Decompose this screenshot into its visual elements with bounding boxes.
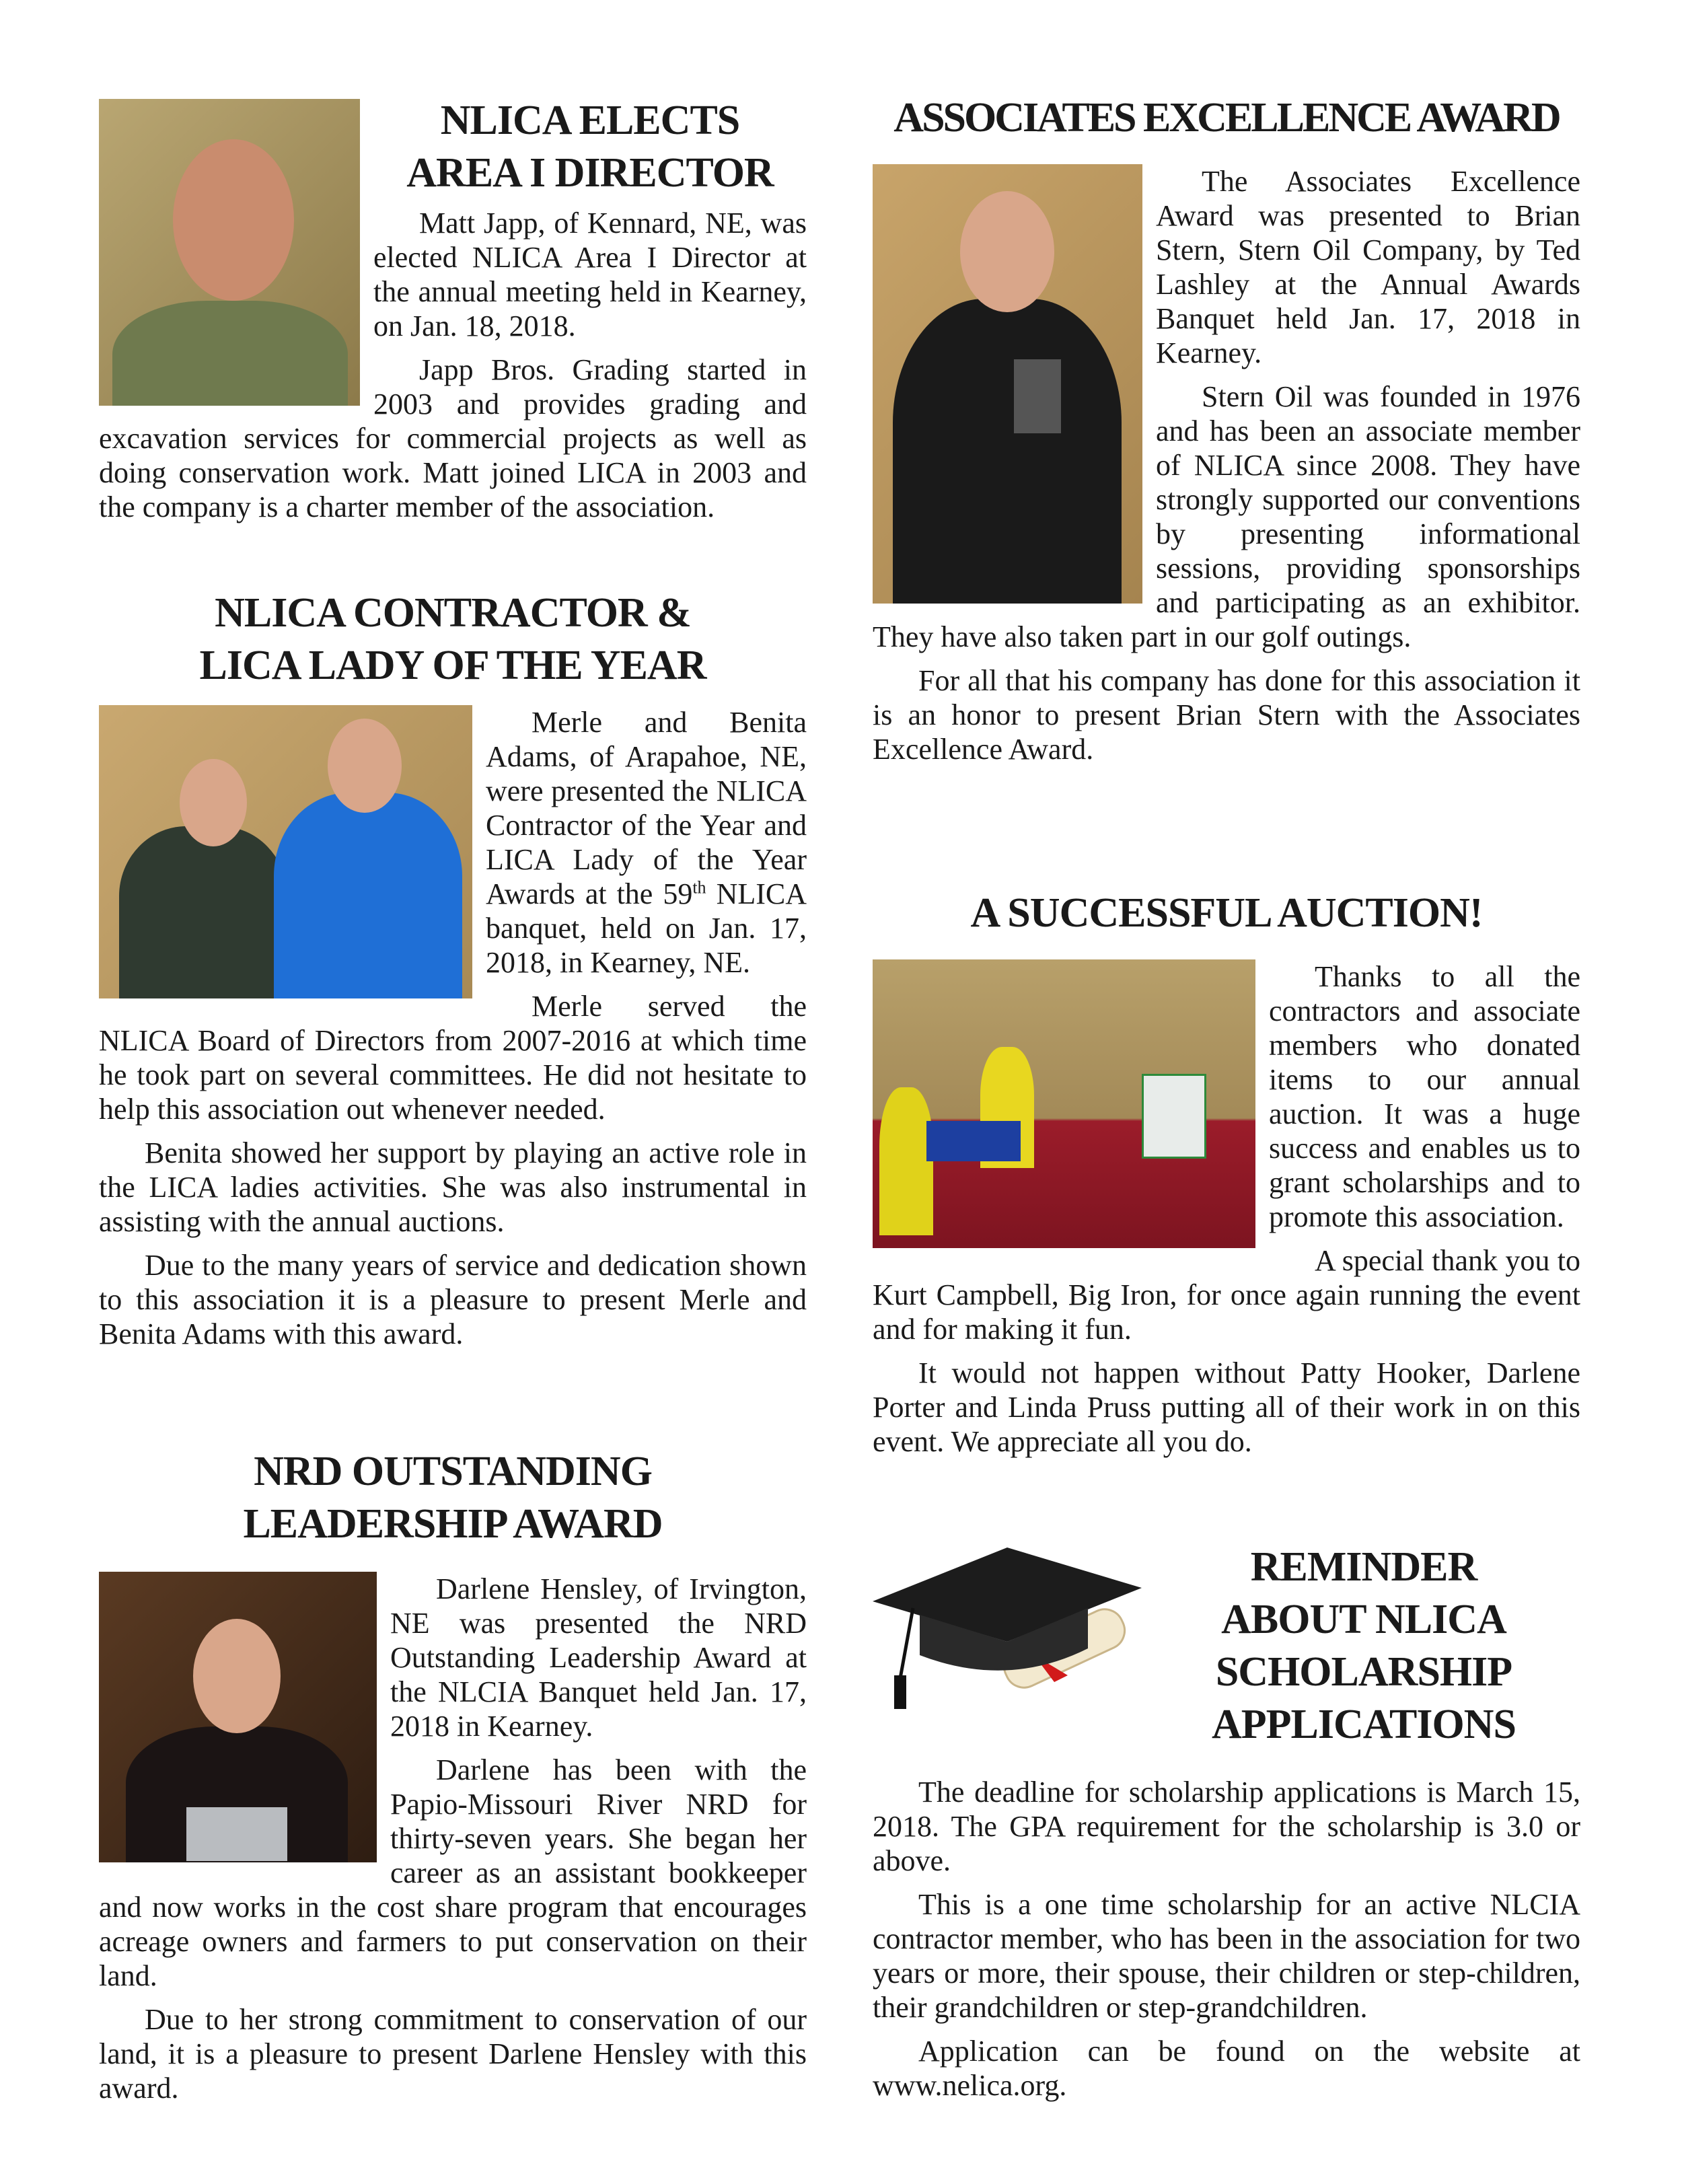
photo-auction bbox=[873, 959, 1255, 1248]
article-contractor-lady bbox=[99, 587, 807, 1360]
paragraph: Stern Oil was founded in 1976 and has been an associate member of NLICA since 2008. They have strongly supported our conventions by presenting informational sessions, providing sponsorships and participating as an exhibitor. They have also taken part in our golf outings. bbox=[873, 380, 1580, 653]
paragraph: A special thank you to Kurt Campbell, Big Iron, for once again running the event and for making it fun. bbox=[873, 1244, 1580, 1346]
paragraph: Application can be found on the website at www.nelica.org. bbox=[873, 2035, 1580, 2102]
photo-brian-stern bbox=[873, 164, 1142, 604]
article-auction bbox=[873, 887, 1580, 1468]
paragraph: It would not happen without Patty Hooker, Darlene Porter and Linda Pruss putting all of their work in on this event. We appreciate all you do. bbox=[873, 1356, 1580, 1458]
photo-merle-benita-adams bbox=[99, 705, 472, 998]
headline: NLICA CONTRACTOR & bbox=[215, 590, 691, 636]
headline: APPLICATIONS bbox=[1212, 1702, 1516, 1747]
paragraph: Japp Bros. Grading started in 2003 and provides grading and excavation services for commercial projects as well as doing conservation work. Matt joined LICA in 2003 and the company is a charter member of the association. bbox=[99, 353, 807, 523]
headline: ABOUT NLICA bbox=[1221, 1597, 1506, 1642]
paragraph: Thanks to all the contractors and associate members who donated items to our annual auction. It was a huge success and enables us to grant scholarships and to promote this association. bbox=[1269, 960, 1580, 1233]
headline: AREA I DIRECTOR bbox=[406, 150, 774, 196]
paragraph: Merle served the NLICA Board of Directors from 2007-2016 at which time he took part on several committees. He did not hesitate to help this association out whenever needed. bbox=[99, 990, 807, 1126]
photo-matt-japp bbox=[99, 99, 360, 406]
paragraph: For all that his company has done for this association it is an honor to present Brian Stern with the Associates Excellence Award. bbox=[873, 664, 1580, 766]
paragraph: Due to the many years of service and dedication shown to this association it is a pleasure to present Merle and Benita Adams with this award. bbox=[99, 1249, 807, 1350]
graduation-cap-icon bbox=[873, 1541, 1147, 1716]
article-area-director bbox=[99, 94, 807, 534]
paragraph: Due to her strong commitment to conservation of our land, it is a pleasure to present Darlene Hensley with this award. bbox=[99, 2003, 807, 2105]
headline: SCHOLARSHIP bbox=[1215, 1649, 1512, 1695]
paragraph: The Associates Excellence Award was presented to Brian Stern, Stern Oil Company, by Ted Lashley at the Annual Awards Banquet held Jan. 17, 2018 in Kearney. bbox=[1156, 165, 1580, 369]
article-scholarship bbox=[873, 1541, 1580, 2112]
paragraph: Darlene has been with the Papio-Missouri River NRD for thirty-seven years. She began her career as an assistant bookkeeper and now works in the cost share program that encourages acreage owners and farmers to put conservation on their land. bbox=[99, 1753, 807, 1992]
headline: ASSOCIATES EXCELLENCE AWARD bbox=[893, 95, 1560, 141]
scholarship-header bbox=[873, 1541, 1580, 1751]
headline: NLICA ELECTS bbox=[440, 98, 740, 143]
paragraph: Darlene Hensley, of Irvington, NE was presented the NRD Outstanding Leadership Award at the NLCIA Banquet held Jan. 17, 2018 in Kearney. bbox=[390, 1572, 807, 1743]
photo-darlene-hensley bbox=[99, 1572, 377, 1862]
paragraph: The deadline for scholarship applications is March 15, 2018. The GPA requirement for the scholarship is 3.0 or above. bbox=[873, 1776, 1580, 1877]
article-nrd-award bbox=[99, 1445, 807, 2115]
headline: LEADERSHIP AWARD bbox=[243, 1501, 663, 1547]
headline: NRD OUTSTANDING bbox=[254, 1449, 652, 1494]
headline: A SUCCESSFUL AUCTION! bbox=[970, 890, 1483, 936]
headline: REMINDER bbox=[1250, 1544, 1477, 1590]
scholarship-headline bbox=[1147, 1541, 1580, 1751]
headline: LICA LADY OF THE YEAR bbox=[199, 643, 706, 688]
article-associates-award bbox=[873, 92, 1580, 776]
paragraph: Benita showed her support by playing an active role in the LICA ladies activities. She was also instrumental in assisting with the annual auctions. bbox=[99, 1136, 807, 1238]
paragraph: Matt Japp, of Kennard, NE, was elected NLICA Area I Director at the annual meeting held in Kearney, on Jan. 18, 2018. bbox=[373, 207, 807, 342]
paragraph: Merle and Benita Adams, of Arapahoe, NE, were presented the NLICA Contractor of the Year and LICA Lady of the Year Awards at the 59th NLICA banquet, held on Jan. 17, 2018, in Kearney, NE. bbox=[486, 706, 807, 979]
paragraph: This is a one time scholarship for an active NLCIA contractor member, who has been in the association for two years or more, their spouse, their children or step-children, their grandchildren or step-grandchildren. bbox=[873, 1888, 1580, 2024]
